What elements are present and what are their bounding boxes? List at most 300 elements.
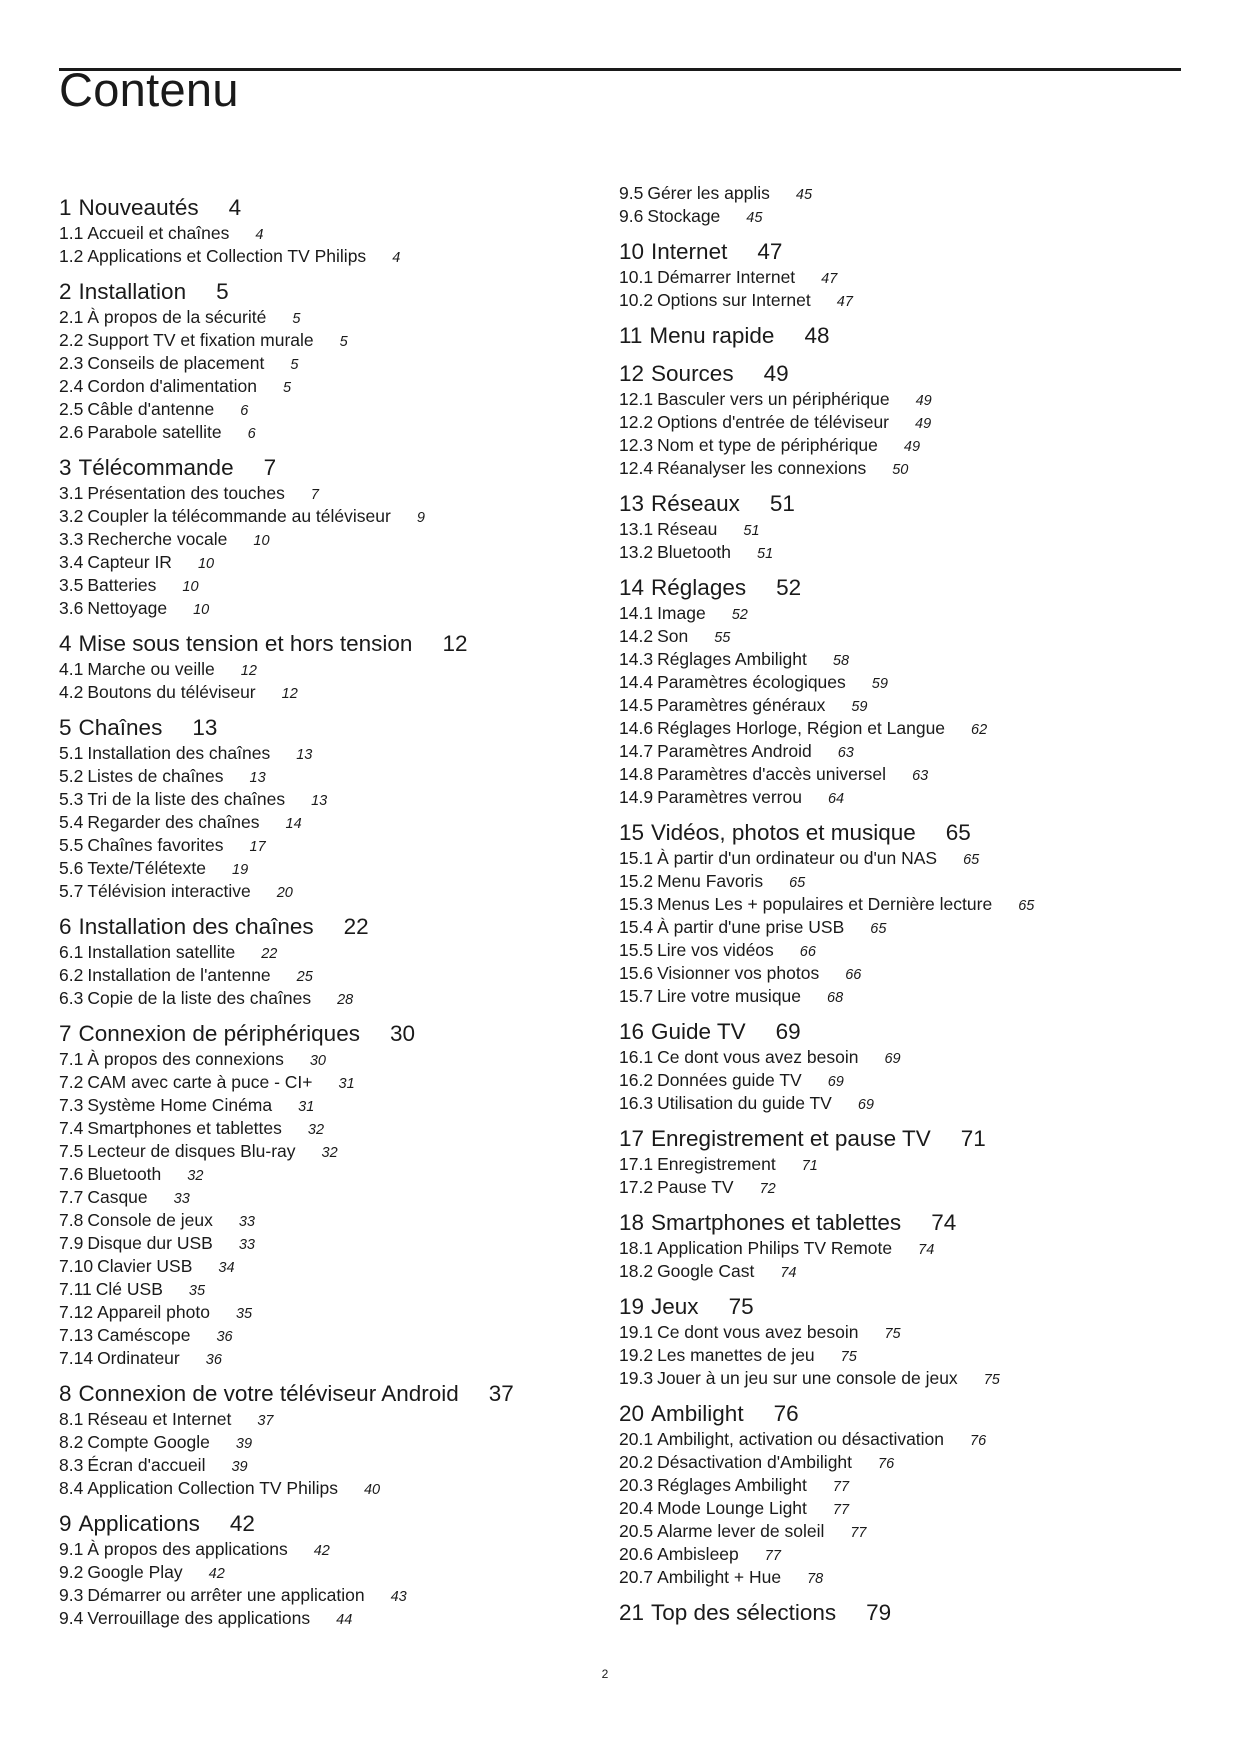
toc-subsection-entry[interactable]: [619, 1070, 1179, 1093]
subsection-number: 19.1: [619, 1322, 654, 1342]
subsection-page-number: 4: [255, 227, 264, 243]
chapter-page-number: 76: [773, 1401, 799, 1426]
chapter-page-number: 75: [728, 1294, 754, 1319]
toc-subsection-entry[interactable]: [619, 986, 1179, 1009]
toc-section: [619, 1124, 1179, 1200]
toc-subsection-entry[interactable]: [619, 1177, 1179, 1200]
subsection-page-number: 65: [1018, 898, 1035, 914]
toc-subsection-entry[interactable]: [59, 1279, 579, 1302]
chapter-number: 19: [619, 1294, 645, 1319]
chapter-page-number: 69: [775, 1019, 801, 1044]
toc-subsection-entry[interactable]: [619, 1154, 1179, 1177]
chapter-number: 7: [59, 1021, 72, 1046]
subsection-title: Ambisleep: [657, 1544, 739, 1564]
subsection-title: Stockage: [647, 206, 721, 226]
toc-subsection-entry[interactable]: [619, 1093, 1179, 1116]
subsection-title: Réseau et Internet: [87, 1409, 232, 1429]
toc-subsection-entry[interactable]: [619, 183, 1179, 206]
subsection-title: Listes de chaînes: [87, 766, 224, 786]
subsection-title: Clé USB: [95, 1279, 163, 1299]
subsection-number: 5.1: [59, 743, 84, 763]
toc-subsection-entry[interactable]: [619, 1544, 1179, 1567]
subsection-title: Appareil photo: [97, 1302, 210, 1322]
toc-subsection-entry[interactable]: [59, 858, 579, 881]
subsection-number: 2.4: [59, 376, 84, 396]
subsection-title: Texte/Télétexte: [87, 858, 206, 878]
toc-subsection-entry[interactable]: [59, 1539, 579, 1562]
toc-subsection-entry[interactable]: [59, 399, 579, 422]
toc-section: [619, 1598, 1179, 1628]
toc-subsection-entry[interactable]: [59, 552, 579, 575]
subsection-page-number: 77: [832, 1479, 850, 1495]
subsection-number: 2.6: [59, 422, 84, 442]
subsection-page-number: 65: [870, 921, 887, 937]
subsection-title: Batteries: [87, 575, 157, 595]
subsection-page-number: 47: [836, 294, 853, 310]
page-title: Contenu: [59, 63, 239, 116]
toc-subsection-entry[interactable]: [619, 1521, 1179, 1544]
subsection-title: Installation des chaînes: [87, 743, 271, 763]
toc-subsection-entry[interactable]: [59, 307, 579, 330]
subsection-number: 15.6: [619, 963, 654, 983]
subsection-number: 6.1: [59, 942, 84, 962]
toc-subsection-entry[interactable]: [619, 603, 1179, 626]
subsection-number: 4.1: [59, 659, 84, 679]
toc-chapter-entry[interactable]: [59, 453, 579, 483]
subsection-number: 7.4: [59, 1118, 84, 1138]
subsection-page-number: 69: [827, 1074, 844, 1090]
subsection-number: 20.5: [619, 1521, 654, 1541]
subsection-page-number: 74: [780, 1265, 797, 1281]
toc-subsection-entry[interactable]: [59, 1233, 579, 1256]
chapter-title: Menu rapide: [649, 323, 775, 348]
subsection-page-number: 69: [857, 1097, 874, 1113]
chapter-title: Installation des chaînes: [78, 914, 314, 939]
subsection-title: Recherche vocale: [87, 529, 228, 549]
subsection-number: 20.1: [619, 1429, 654, 1449]
toc-subsection-entry[interactable]: [59, 1164, 579, 1187]
subsection-title: Smartphones et tablettes: [87, 1118, 282, 1138]
subsection-page-number: 75: [983, 1372, 1000, 1388]
subsection-number: 14.3: [619, 649, 654, 669]
toc-subsection-entry[interactable]: [59, 1478, 579, 1501]
subsection-number: 14.8: [619, 764, 654, 784]
chapter-number: 9: [59, 1511, 72, 1536]
subsection-page-number: 9: [416, 510, 425, 526]
subsection-number: 14.9: [619, 787, 654, 807]
toc-subsection-entry[interactable]: [619, 894, 1179, 917]
toc-subsection-entry[interactable]: [619, 1429, 1179, 1452]
toc-subsection-entry[interactable]: [59, 1348, 579, 1371]
toc-subsection-entry[interactable]: [619, 1498, 1179, 1521]
subsection-title: Nettoyage: [87, 598, 168, 618]
toc-subsection-entry[interactable]: [59, 506, 579, 529]
subsection-page-number: 66: [845, 967, 862, 983]
subsection-title: Ambilight + Hue: [657, 1567, 782, 1587]
subsection-page-number: 65: [789, 875, 806, 891]
subsection-page-number: 52: [731, 607, 748, 623]
toc-subsection-entry[interactable]: [59, 1049, 579, 1072]
chapter-page-number: 13: [192, 715, 218, 740]
subsection-page-number: 22: [261, 946, 278, 962]
subsection-title: Boutons du téléviseur: [87, 682, 256, 702]
subsection-number: 16.2: [619, 1070, 654, 1090]
toc-section: [619, 489, 1179, 565]
toc-chapter-entry[interactable]: [619, 489, 1179, 519]
chapter-title: Applications: [78, 1511, 200, 1536]
subsection-number: 10.2: [619, 290, 654, 310]
subsection-title: Pause TV: [657, 1177, 734, 1197]
toc-subsection-entry[interactable]: [59, 1095, 579, 1118]
toc-column-left: [59, 193, 579, 1639]
toc-subsection-entry[interactable]: [619, 626, 1179, 649]
toc-chapter-entry[interactable]: [619, 1208, 1179, 1238]
chapter-page-number: 74: [931, 1210, 957, 1235]
toc-subsection-entry[interactable]: [59, 812, 579, 835]
subsection-page-number: 49: [915, 416, 932, 432]
toc-subsection-entry[interactable]: [59, 835, 579, 858]
toc-subsection-entry[interactable]: [59, 1118, 579, 1141]
subsection-title: À partir d'un ordinateur ou d'un NAS: [657, 848, 938, 868]
subsection-title: Lire vos vidéos: [657, 940, 774, 960]
toc-subsection-entry[interactable]: [619, 848, 1179, 871]
toc-subsection-entry[interactable]: [619, 458, 1179, 481]
subsection-title: À propos des connexions: [87, 1049, 284, 1069]
chapter-number: 13: [619, 491, 645, 516]
subsection-number: 5.5: [59, 835, 84, 855]
subsection-number: 17.1: [619, 1154, 654, 1174]
chapter-number: 12: [619, 361, 645, 386]
subsection-number: 7.14: [59, 1348, 94, 1368]
toc-subsection-entry[interactable]: [619, 1238, 1179, 1261]
subsection-number: 8.1: [59, 1409, 84, 1429]
subsection-title: Lecteur de disques Blu-ray: [87, 1141, 296, 1161]
subsection-title: Clavier USB: [97, 1256, 193, 1276]
toc-subsection-entry[interactable]: [59, 483, 579, 506]
toc-section: [619, 1208, 1179, 1284]
toc-subsection-entry[interactable]: [59, 1409, 579, 1432]
chapter-title: Chaînes: [78, 715, 163, 740]
subsection-page-number: 20: [276, 885, 293, 901]
toc-chapter-entry[interactable]: [59, 713, 579, 743]
subsection-page-number: 34: [218, 1260, 235, 1276]
subsection-title: Chaînes favorites: [87, 835, 224, 855]
subsection-page-number: 10: [253, 533, 270, 549]
subsection-page-number: 14: [285, 816, 302, 832]
chapter-title: Guide TV: [651, 1019, 746, 1044]
toc-subsection-entry[interactable]: [59, 598, 579, 621]
subsection-page-number: 71: [801, 1158, 818, 1174]
subsection-title: Installation satellite: [87, 942, 236, 962]
toc-column-right: [619, 183, 1179, 1636]
subsection-page-number: 55: [714, 630, 731, 646]
subsection-page-number: 62: [971, 722, 988, 738]
subsection-number: 14.2: [619, 626, 654, 646]
toc-subsection-entry[interactable]: [59, 376, 579, 399]
subsection-page-number: 6: [247, 426, 256, 442]
toc-subsection-entry[interactable]: [619, 917, 1179, 940]
subsection-number: 3.5: [59, 575, 84, 595]
toc-section: [59, 277, 579, 445]
toc-chapter-entry[interactable]: [619, 573, 1179, 603]
subsection-number: 4.2: [59, 682, 84, 702]
subsection-title: Menu Favoris: [657, 871, 764, 891]
subsection-page-number: 59: [851, 699, 868, 715]
subsection-page-number: 39: [231, 1459, 248, 1475]
subsection-page-number: 6: [240, 403, 249, 419]
subsection-number: 2.5: [59, 399, 84, 419]
toc-subsection-entry[interactable]: [59, 789, 579, 812]
subsection-number: 20.6: [619, 1544, 654, 1564]
toc-subsection-entry[interactable]: [59, 942, 579, 965]
toc-subsection-entry[interactable]: [59, 1072, 579, 1095]
toc-subsection-entry[interactable]: [619, 940, 1179, 963]
toc-subsection-entry[interactable]: [619, 649, 1179, 672]
toc-subsection-entry[interactable]: [619, 389, 1179, 412]
chapter-title: Nouveautés: [78, 195, 199, 220]
toc-subsection-entry[interactable]: [619, 741, 1179, 764]
toc-subsection-entry[interactable]: [619, 764, 1179, 787]
chapter-number: 17: [619, 1126, 645, 1151]
toc-subsection-entry[interactable]: [59, 353, 579, 376]
chapter-page-number: 71: [960, 1126, 986, 1151]
toc-chapter-entry[interactable]: [619, 1598, 1179, 1628]
toc-subsection-entry[interactable]: [59, 246, 579, 269]
toc-subsection-entry[interactable]: [59, 330, 579, 353]
subsection-page-number: 25: [296, 969, 313, 985]
toc-subsection-entry[interactable]: [619, 1261, 1179, 1284]
toc-subsection-entry[interactable]: [59, 1608, 579, 1631]
subsection-number: 1.2: [59, 246, 84, 266]
toc-subsection-entry[interactable]: [59, 1210, 579, 1233]
subsection-number: 5.7: [59, 881, 84, 901]
toc-subsection-entry[interactable]: [59, 575, 579, 598]
chapter-number: 18: [619, 1210, 645, 1235]
subsection-number: 3.2: [59, 506, 84, 526]
subsection-title: Gérer les applis: [647, 183, 770, 203]
subsection-page-number: 45: [746, 210, 763, 226]
toc-section: [619, 321, 1179, 351]
toc-subsection-entry[interactable]: [619, 871, 1179, 894]
subsection-number: 5.3: [59, 789, 84, 809]
toc-subsection-entry[interactable]: [619, 672, 1179, 695]
subsection-number: 12.2: [619, 412, 654, 432]
subsection-title: À partir d'une prise USB: [657, 917, 845, 937]
chapter-number: 6: [59, 914, 72, 939]
toc-subsection-entry[interactable]: [619, 267, 1179, 290]
subsection-page-number: 30: [309, 1053, 326, 1069]
chapter-number: 5: [59, 715, 72, 740]
toc-subsection-entry[interactable]: [59, 1187, 579, 1210]
toc-chapter-entry[interactable]: [619, 818, 1179, 848]
toc-section: [59, 1509, 579, 1631]
subsection-number: 7.5: [59, 1141, 84, 1161]
subsection-title: Google Cast: [657, 1261, 755, 1281]
subsection-title: Les manettes de jeu: [657, 1345, 815, 1365]
toc-subsection-entry[interactable]: [59, 659, 579, 682]
subsection-page-number: 42: [313, 1543, 330, 1559]
subsection-page-number: 63: [837, 745, 854, 761]
subsection-page-number: 58: [832, 653, 850, 669]
toc-section: [59, 713, 579, 904]
toc-subsection-entry[interactable]: [59, 1141, 579, 1164]
subsection-number: 9.4: [59, 1608, 84, 1628]
toc-chapter-entry[interactable]: [59, 277, 579, 307]
chapter-page-number: 5: [216, 279, 229, 304]
subsection-title: Ordinateur: [97, 1348, 180, 1368]
chapter-title: Jeux: [651, 1294, 699, 1319]
subsection-page-number: 33: [238, 1214, 255, 1230]
toc-chapter-entry[interactable]: [619, 321, 1179, 351]
toc-section: [59, 453, 579, 621]
subsection-number: 7.8: [59, 1210, 84, 1230]
toc-subsection-entry[interactable]: [619, 542, 1179, 565]
toc-chapter-entry[interactable]: [59, 1019, 579, 1049]
subsection-title: Réglages Horloge, Région et Langue: [657, 718, 946, 738]
subsection-page-number: 64: [827, 791, 845, 807]
toc-subsection-entry[interactable]: [59, 1302, 579, 1325]
toc-subsection-entry[interactable]: [619, 718, 1179, 741]
toc-subsection-entry[interactable]: [59, 1562, 579, 1585]
subsection-title: À propos des applications: [87, 1539, 288, 1559]
subsection-page-number: 13: [296, 747, 313, 763]
toc-subsection-entry[interactable]: [619, 1475, 1179, 1498]
toc-subsection-entry[interactable]: [59, 988, 579, 1011]
toc-chapter-entry[interactable]: [59, 629, 579, 659]
toc-section: [619, 1399, 1179, 1590]
subsection-title: Mode Lounge Light: [657, 1498, 807, 1518]
toc-section: [619, 237, 1179, 313]
subsection-title: Image: [657, 603, 706, 623]
subsection-number: 2.1: [59, 307, 84, 327]
toc-subsection-entry[interactable]: [59, 965, 579, 988]
toc-subsection-entry[interactable]: [619, 787, 1179, 810]
toc-section: [59, 1019, 579, 1371]
subsection-page-number: 10: [197, 556, 215, 572]
subsection-page-number: 74: [918, 1242, 935, 1258]
toc-subsection-entry[interactable]: [619, 1452, 1179, 1475]
subsection-title: Réanalyser les connexions: [657, 458, 867, 478]
toc-subsection-entry[interactable]: [59, 1455, 579, 1478]
toc-subsection-entry[interactable]: [619, 435, 1179, 458]
subsection-title: Démarrer Internet: [657, 267, 796, 287]
subsection-page-number: 12: [240, 663, 257, 679]
toc-subsection-entry[interactable]: [59, 1325, 579, 1348]
subsection-title: Tri de la liste des chaînes: [87, 789, 286, 809]
chapter-number: 21: [619, 1600, 645, 1625]
toc-chapter-entry[interactable]: [619, 1017, 1179, 1047]
toc-subsection-entry[interactable]: [619, 1047, 1179, 1070]
toc-subsection-entry[interactable]: [59, 223, 579, 246]
subsection-title: Utilisation du guide TV: [657, 1093, 832, 1113]
toc-subsection-entry[interactable]: [619, 290, 1179, 313]
subsection-number: 7.1: [59, 1049, 84, 1069]
toc-chapter-entry[interactable]: [59, 1379, 579, 1409]
subsection-page-number: 32: [187, 1168, 204, 1184]
toc-subsection-entry[interactable]: [59, 881, 579, 904]
subsection-number: 16.3: [619, 1093, 654, 1113]
subsection-page-number: 77: [832, 1502, 850, 1518]
subsection-title: Caméscope: [97, 1325, 191, 1345]
subsection-number: 12.4: [619, 458, 654, 478]
toc-subsection-entry[interactable]: [619, 1368, 1179, 1391]
toc-subsection-entry[interactable]: [59, 422, 579, 445]
toc-subsection-entry[interactable]: [619, 412, 1179, 435]
subsection-page-number: 39: [235, 1436, 253, 1452]
toc-subsection-entry[interactable]: [619, 1345, 1179, 1368]
subsection-title: Ambilight, activation ou désactivation: [657, 1429, 945, 1449]
toc-subsection-entry[interactable]: [59, 529, 579, 552]
toc-subsection-entry[interactable]: [619, 963, 1179, 986]
subsection-number: 14.5: [619, 695, 654, 715]
toc-subsection-entry[interactable]: [619, 519, 1179, 542]
subsection-title: Google Play: [87, 1562, 183, 1582]
toc-section: [59, 1379, 579, 1501]
subsection-number: 3.1: [59, 483, 84, 503]
chapter-page-number: 22: [343, 914, 369, 939]
subsection-page-number: 36: [216, 1329, 233, 1345]
toc-chapter-entry[interactable]: [619, 237, 1179, 267]
subsection-page-number: 63: [912, 768, 929, 784]
subsection-page-number: 32: [321, 1145, 338, 1161]
subsection-page-number: 33: [238, 1237, 255, 1253]
toc-subsection-entry[interactable]: [619, 1322, 1179, 1345]
subsection-number: 8.3: [59, 1455, 84, 1475]
chapter-page-number: 12: [442, 631, 468, 656]
subsection-title: Support TV et fixation murale: [87, 330, 314, 350]
subsection-number: 9.5: [619, 183, 644, 203]
toc-section: [619, 1017, 1179, 1116]
toc-chapter-entry[interactable]: [59, 1509, 579, 1539]
subsection-title: Nom et type de périphérique: [657, 435, 878, 455]
toc-subsection-entry[interactable]: [59, 766, 579, 789]
subsection-title: Réglages Ambilight: [657, 1475, 807, 1495]
subsection-number: 7.9: [59, 1233, 84, 1253]
toc-subsection-entry[interactable]: [619, 695, 1179, 718]
subsection-number: 9.3: [59, 1585, 84, 1605]
toc-chapter-entry[interactable]: [59, 193, 579, 223]
subsection-page-number: 40: [363, 1482, 381, 1498]
chapter-number: 1: [59, 195, 72, 220]
toc-chapter-entry[interactable]: [619, 1292, 1179, 1322]
toc-subsection-entry[interactable]: [59, 743, 579, 766]
subsection-title: Options sur Internet: [657, 290, 811, 310]
subsection-title: Paramètres verrou: [657, 787, 802, 807]
toc-subsection-entry[interactable]: [59, 1256, 579, 1279]
chapter-page-number: 4: [228, 195, 242, 220]
toc-chapter-entry[interactable]: [619, 1399, 1179, 1429]
subsection-page-number: 75: [840, 1349, 857, 1365]
toc-subsection-entry[interactable]: [59, 1432, 579, 1455]
toc-chapter-entry[interactable]: [619, 1124, 1179, 1154]
chapter-number: 10: [619, 239, 645, 264]
subsection-number: 13.1: [619, 519, 654, 539]
subsection-number: 7.10: [59, 1256, 94, 1276]
toc-subsection-entry[interactable]: [59, 1585, 579, 1608]
chapter-number: 2: [59, 279, 72, 304]
toc-chapter-entry[interactable]: [619, 359, 1179, 389]
toc-chapter-entry[interactable]: [59, 912, 579, 942]
toc-subsection-entry[interactable]: [619, 206, 1179, 229]
toc-subsection-entry[interactable]: [619, 1567, 1179, 1590]
subsection-number: 3.6: [59, 598, 84, 618]
subsection-number: 7.3: [59, 1095, 84, 1115]
subsection-title: Menus Les + populaires et Dernière lecture: [657, 894, 993, 914]
chapter-title: Mise sous tension et hors tension: [78, 631, 413, 656]
toc-subsection-entry[interactable]: [59, 682, 579, 705]
subsection-page-number: 76: [970, 1433, 987, 1449]
subsection-title: Basculer vers un périphérique: [657, 389, 890, 409]
